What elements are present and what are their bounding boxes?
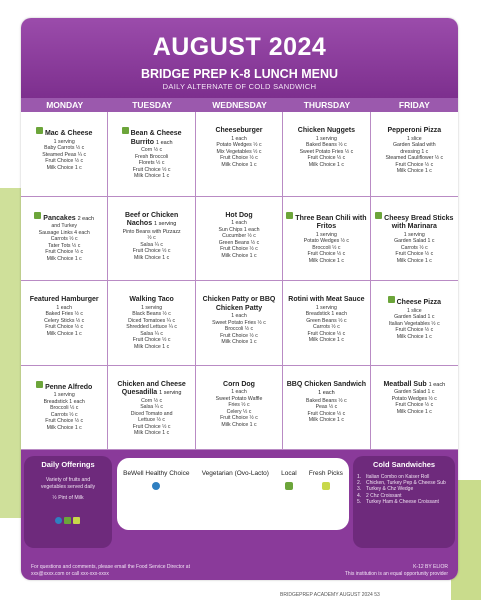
local-icon [64, 517, 71, 524]
menu-item-line: Steamed Cauliflower ½ c [385, 155, 444, 162]
menu-day-cell [371, 112, 458, 197]
brand-text: K-12 BY ELIOR [413, 564, 448, 570]
menu-item-line: Garden Salad 1 c [394, 389, 435, 395]
day-header-monday: MONDAY [46, 100, 84, 110]
menu-item-line: Carrots ½ c [50, 411, 78, 418]
menu-item-line: Milk Choice 1 c [46, 164, 82, 171]
contact-line: xxx@xxxx.com or call xxx-xxx-xxxx [31, 571, 109, 577]
offering-line: vegetables served daily [40, 483, 96, 490]
item-text: Turkey Ham & Cheese Croissant [366, 498, 439, 505]
menu-day-cell [196, 366, 283, 451]
menu-item-line: Fruit Choice ½ c [132, 166, 171, 173]
menu-item-line: Potato Wedges ½ c [303, 238, 349, 245]
page-title: AUGUST 2024 [152, 33, 327, 61]
menu-item-line: Garden Salad 1 c [394, 238, 435, 245]
menu-item-line: Fresh Broccoli [135, 153, 169, 160]
menu-item-line: Milk Choice 1 c [308, 257, 344, 264]
menu-item-line: Breadstick 1 each [305, 311, 347, 318]
entree-title [199, 127, 279, 136]
entree-title [286, 381, 366, 398]
legend-item [202, 470, 269, 495]
footer-right [345, 564, 448, 578]
menu-item-line: Tater Tots ½ c [48, 242, 81, 249]
menu-item-line: Baked Beans ½ c [306, 397, 347, 404]
contact-info [31, 564, 190, 578]
menu-day-cell [108, 197, 195, 282]
menu-item-line: Cucumber ½ c [222, 233, 256, 240]
legend-item [309, 470, 343, 495]
menu-item-line: 1 serving [53, 138, 75, 145]
menu-item-line: Fruit Choice ½ c [45, 324, 84, 331]
menu-item-line: Italian Vegetables ½ c [388, 320, 440, 327]
menu-day-cell [108, 281, 195, 366]
menu-item-line: Diced Tomatoes ¼ c [128, 317, 176, 324]
daily-offerings-box [24, 456, 112, 548]
menu-item-line: Fruit Choice ½ c [132, 423, 171, 430]
menu-item-line: dressing 1 c [400, 148, 429, 155]
menu-item-line: Lettuce ½ c [138, 417, 165, 424]
menu-day-cell [21, 281, 108, 366]
entree-name: Bean & Cheese Burrito [130, 130, 182, 146]
menu-item-line: Baked Beans ½ c [306, 142, 347, 149]
entree-name: Corn Dog [223, 380, 255, 388]
day-header-row [21, 98, 458, 112]
entree-title [286, 127, 366, 136]
menu-item-line: Green Beans ½ c [218, 239, 260, 246]
entree-title [374, 296, 455, 308]
menu-item-line: Fruit Choice ½ c [395, 161, 434, 168]
menu-item-line: and Turkey [51, 223, 78, 229]
menu-day-cell [371, 366, 458, 451]
entree-name: Chicken Patty or BBQ Chicken Patty [202, 296, 276, 312]
menu-day-cell [283, 112, 370, 197]
entree-title [24, 296, 104, 305]
menu-day-cell [283, 281, 370, 366]
menu-day-cell [371, 281, 458, 366]
entree-name: Cheese Pizza [396, 299, 441, 306]
menu-page [21, 18, 458, 580]
entree-name: Meatball Sub [383, 380, 427, 388]
menu-item-line: 1 each [231, 313, 247, 319]
menu-item-line: Black Beans ½ c [132, 311, 171, 318]
entree-title [111, 381, 191, 398]
vegetarian-icon [36, 127, 43, 134]
entree-title [199, 296, 279, 313]
menu-item-line: Green Beans ½ c [306, 317, 347, 324]
menu-item-line: Fruit Choice ½ c [45, 158, 84, 165]
menu-item-line: 1 each [231, 389, 247, 395]
menu-day-cell [371, 197, 458, 282]
bewell-icon [152, 482, 160, 490]
menu-item-line: Milk Choice 1 c [46, 330, 82, 337]
menu-item-line: 1 serving [53, 392, 75, 398]
menu-day-cell [21, 366, 108, 451]
entree-name: Hot Dog [225, 211, 253, 219]
entree-portion: 1 serving [154, 221, 177, 227]
menu-item-line: Fruit Choice ½ c [395, 402, 434, 409]
menu-item-line: Baby Carrots ½ c [44, 145, 85, 152]
menu-day-cell [196, 197, 283, 282]
entree-name: Chicken Nuggets [297, 127, 355, 134]
menu-item-line: Milk Choice 1 c [221, 339, 257, 346]
vegetarian-icon [286, 212, 293, 219]
fresh-picks-icon [322, 482, 330, 490]
menu-item-line: Milk Choice 1 c [308, 161, 344, 168]
menu-item-line: 1 serving [315, 231, 337, 238]
entree-title [24, 212, 104, 224]
cold-sandwich-item [357, 499, 451, 505]
menu-item-line: Breadstick 1 each [43, 398, 85, 405]
vegetarian-icon [231, 482, 239, 490]
menu-item-line: Fruit Choice ½ c [307, 330, 346, 337]
menu-item-line: 1 serving [403, 231, 425, 238]
menu-subtitle: BRIDGE PREP K-8 LUNCH MENU [140, 67, 338, 81]
menu-item-line: Milk Choice 1 c [134, 173, 170, 180]
cold-sandwiches-box [353, 456, 455, 548]
menu-item-line: 1 each [56, 304, 72, 311]
menu-day-cell [108, 366, 195, 451]
item-number: 3. [357, 486, 362, 493]
menu-item-line: ½ c [147, 235, 156, 242]
entree-title [374, 212, 455, 232]
vegetarian-icon [122, 127, 129, 134]
menu-item-line: 1 slice [406, 307, 422, 314]
menu-item-line: Celery ½ c [226, 408, 252, 415]
menu-item-line: Milk Choice 1 c [134, 430, 170, 437]
entree-name: Cheesy Bread Sticks with Marinara [384, 214, 454, 230]
menu-item-line: Sweet Potato Fries ½ c [299, 148, 354, 155]
menu-day-cell [21, 197, 108, 282]
menu-day-cell [21, 112, 108, 197]
entree-portion: 2 each [77, 215, 95, 222]
entree-name: Pancakes [43, 214, 76, 222]
menu-item-line: Milk Choice 1 c [221, 161, 257, 168]
entree-portion: 1 each [318, 390, 335, 396]
day-header-tuesday: TUESDAY [132, 100, 173, 110]
entree-name: Pepperoni Pizza [387, 127, 442, 134]
menu-item-line: Fruit Choice ½ c [132, 248, 171, 255]
menu-day-cell [196, 281, 283, 366]
menu-item-line: Sausage Links 4 each [38, 229, 90, 236]
menu-item-line: Fruit Choice ½ c [45, 249, 84, 256]
daily-offerings-title: Daily Offerings [41, 460, 95, 469]
entree-title [286, 296, 366, 305]
menu-item-line: Milk Choice 1 c [396, 408, 432, 415]
menu-item-line: 1 serving [315, 304, 337, 311]
entree-name: Beef or Chicken Nachos [124, 211, 179, 227]
offering-line: Variety of fruits and [45, 477, 91, 483]
menu-item-line: Milk Choice 1 c [396, 257, 432, 264]
menu-item-line: Corn ½ c [141, 397, 163, 404]
menu-item-line: Milk Choice 1 c [134, 254, 170, 261]
legend-label: Fresh Picks [308, 470, 343, 477]
menu-item-line: Steamed Peas ¼ c [42, 151, 87, 158]
menu-day-cell [108, 112, 195, 197]
offering-icons [28, 512, 108, 530]
entree-title [286, 212, 366, 232]
menu-item-line: 1 serving [315, 135, 337, 142]
menu-item-line: Potato Wedges ½ c [391, 395, 437, 402]
menu-item-line: Sweet Potato Waffle [215, 395, 263, 402]
menu-item-line: Milk Choice 1 c [396, 168, 432, 175]
item-number: 2. [357, 480, 362, 487]
entree-portion: 1 each [428, 381, 446, 388]
item-text: Turkey & Chz Wedge [366, 486, 414, 493]
entree-title [111, 212, 191, 229]
menu-item-line: Fries ½ c [228, 402, 250, 409]
vegetarian-icon [34, 212, 41, 219]
menu-item-line: Fruit Choice ½ c [307, 251, 346, 258]
menu-grid [21, 112, 458, 450]
menu-item-line: Pinto Beans with Pizzazz [122, 228, 181, 235]
menu-item-line: Garden Salad 1 c [394, 314, 435, 321]
fresh-picks-icon [73, 517, 80, 524]
menu-day-cell [196, 112, 283, 197]
entree-name: Featured Hamburger [29, 296, 99, 303]
menu-item-line: Fruit Choice ½ c [307, 155, 346, 162]
equal-opportunity-text: This institution is an equal opportunity provider [344, 571, 448, 577]
menu-item-line: Fruit Choice ½ c [395, 327, 434, 334]
vegetarian-icon [375, 212, 382, 219]
menu-item-line: Milk Choice 1 c [221, 252, 257, 259]
menu-item-line: Salsa ¼ c [140, 404, 163, 411]
item-text: Italian Combo on Kaiser Roll [366, 474, 430, 480]
menu-item-line: Mix Vegetables ½ c [216, 148, 262, 155]
menu-item-line: Sun Chips 1 each [218, 226, 260, 233]
menu-item-line: Milk Choice 1 c [221, 421, 257, 428]
menu-item-line: Carrots ½ c [50, 236, 78, 243]
menu-header [21, 18, 458, 98]
menu-item-line: Diced Tomato and [130, 410, 173, 417]
menu-item-line: Corn ½ c [141, 147, 163, 153]
menu-item-line: Milk Choice 1 c [134, 344, 170, 351]
entree-name: Penne Alfredo [45, 383, 93, 391]
menu-item-line: 1 slice [406, 135, 422, 142]
legend-item [123, 470, 189, 495]
day-header-thursday: THURSDAY [303, 100, 351, 110]
item-text: Chicken, Turkey Pep & Cheese Sub [366, 480, 446, 487]
menu-item-line: Fruit Choice ½ c [220, 415, 258, 422]
item-number: 5. [357, 498, 362, 505]
entree-title [374, 381, 455, 390]
menu-item-line: Garden Salad with [392, 142, 436, 149]
menu-item-line: Fruit Choice ½ c [132, 337, 171, 344]
menu-item-line: Broccoli ½ c [312, 244, 341, 251]
cold-sandwiches-title: Cold Sandwiches [372, 460, 436, 469]
entree-title [199, 381, 279, 390]
menu-item-line: Carrots ½ c [312, 324, 340, 331]
vegetarian-icon [36, 381, 43, 388]
entree-name: Cheeseburger [215, 127, 263, 134]
entree-name: Rotini with Meat Sauce [288, 296, 365, 303]
legend [117, 470, 349, 495]
menu-item-line: Celery Sticks ½ c [44, 317, 85, 324]
menu-day-cell [283, 197, 370, 282]
entree-title [374, 127, 455, 136]
legend-label: Local [281, 470, 297, 477]
menu-item-line: Broccoli ½ c [50, 405, 79, 412]
menu-tagline: DAILY ALTERNATE OF COLD SANDWICH [162, 82, 317, 91]
entree-title [111, 296, 191, 305]
menu-item-line: Salsa ¼ c [140, 241, 163, 248]
menu-item-line: Fruit Choice ½ c [307, 410, 346, 417]
cold-sandwiches-list [357, 474, 451, 505]
menu-item-line: Salsa ¼ c [140, 330, 163, 337]
page-footer-strip: BRIDGEPREP ACADEMY AUGUST 2024 53 [280, 592, 380, 598]
menu-item-line: Peas ½ c [315, 404, 338, 411]
menu-day-cell [283, 366, 370, 451]
day-header-friday: FRIDAY [398, 100, 430, 110]
item-number: 1. [357, 474, 362, 480]
menu-item-line: Broccoli ½ c [224, 326, 254, 333]
local-icon [285, 482, 293, 490]
menu-item-line: Florets ½ c [138, 160, 165, 167]
item-number: 4. [357, 492, 362, 499]
entree-portion: 1 serving [159, 390, 182, 396]
day-header-wednesday: WEDNESDAY [212, 100, 267, 110]
offering-line: ½ Pint of Milk [52, 495, 84, 501]
vegetarian-icon [388, 296, 395, 303]
entree-name: Three Bean Chili with Fritos [295, 214, 367, 230]
legend-item [281, 470, 297, 495]
entree-portion: 1 each [155, 139, 173, 146]
menu-item-line: Milk Choice 1 c [46, 424, 82, 431]
menu-item-line: Sweet Potato Fries ½ c [212, 319, 266, 326]
bottom-panel [21, 450, 458, 580]
entree-name: Mac & Cheese [44, 130, 93, 137]
menu-item-line: Fruit Choice ½ c [220, 155, 258, 162]
bewell-icon [55, 517, 62, 524]
menu-item-line: Fruit Choice ½ c [45, 418, 84, 425]
menu-item-line: Milk Choice 1 c [46, 255, 82, 262]
entree-name: BBQ Chicken Sandwich [286, 380, 367, 388]
entree-title [24, 127, 104, 139]
menu-item-line: Carrots ½ c [400, 244, 428, 251]
menu-item-line: Shredded Lettuce ¼ c [126, 324, 177, 331]
menu-item-line: 1 each [231, 220, 247, 226]
menu-item-line: Fruit Choice ½ c [220, 332, 258, 339]
menu-item-line: Milk Choice 1 c [308, 417, 344, 424]
menu-item-line: 1 each [231, 135, 247, 142]
item-text: 2 Chz Croissant [366, 492, 402, 499]
legend-label: Vegetarian (Ovo-Lacto) [201, 470, 269, 477]
entree-name: Walking Taco [129, 296, 174, 303]
contact-line: For questions and comments, please email the Food Service Director at [31, 564, 190, 570]
legend-label: BeWell Healthy Choice [123, 470, 190, 477]
menu-item-line: Baked Fries ½ c [45, 311, 83, 318]
menu-item-line: Fruit Choice ½ c [220, 246, 258, 253]
background-accent-left [0, 188, 22, 518]
menu-item-line: Milk Choice 1 c [396, 333, 432, 340]
entree-title [199, 212, 279, 221]
menu-item-line: 1 serving [141, 304, 163, 311]
entree-title [111, 127, 191, 147]
entree-title [24, 381, 104, 393]
menu-item-line: Fruit Choice ½ c [395, 251, 434, 258]
entree-name: Chicken and Cheese Quesadilla [117, 380, 186, 396]
menu-item-line: Milk Choice 1 c [308, 337, 344, 344]
menu-item-line: Potato Wedges ½ c [216, 142, 262, 149]
